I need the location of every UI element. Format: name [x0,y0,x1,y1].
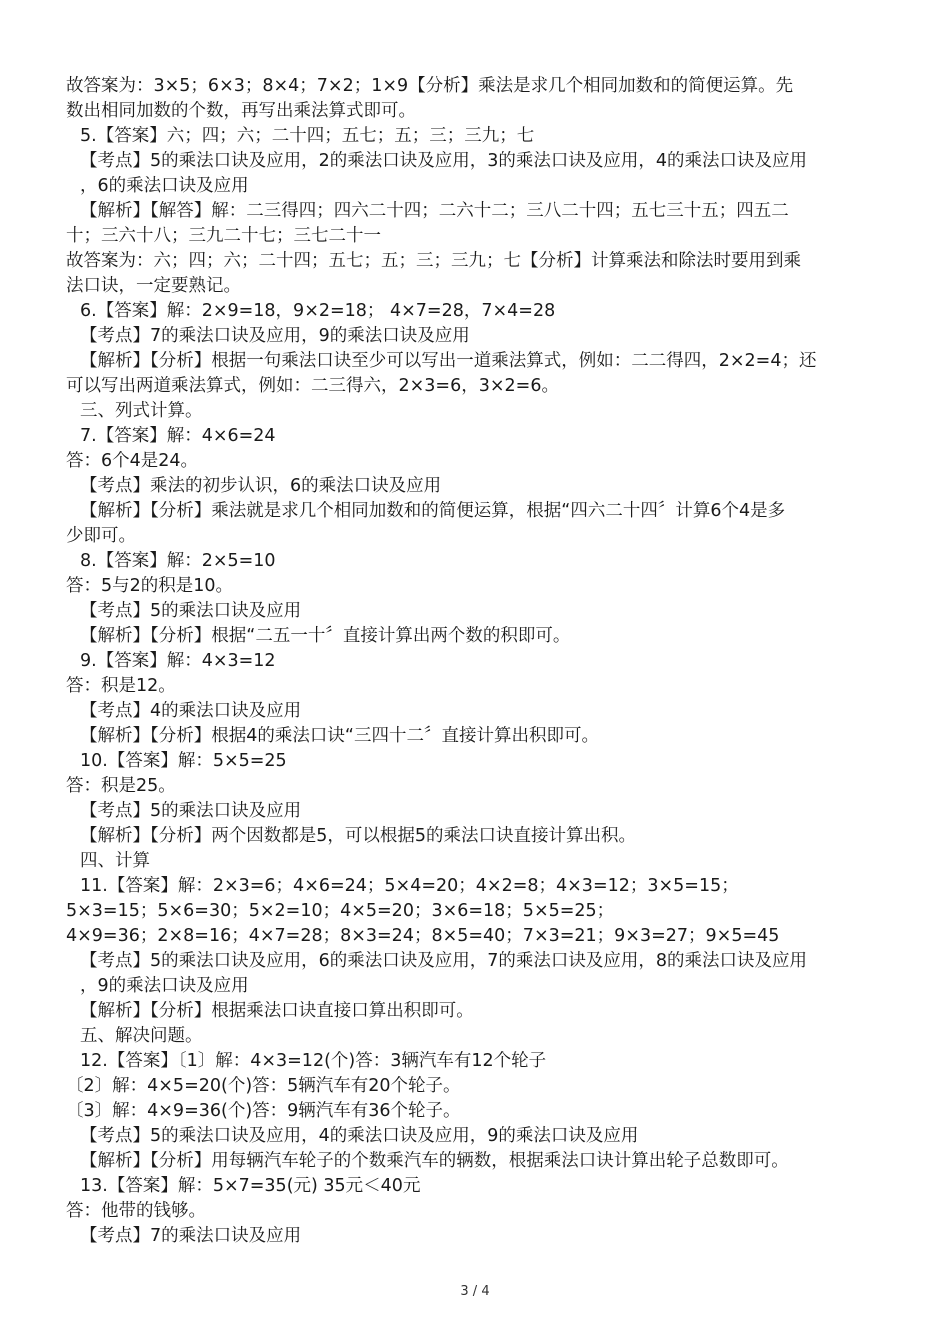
text-line: 【解析】【分析】根据“二五一十〞直接计算出两个数的积即可。 [80,626,571,646]
text-line: 5.【答案】六；四；六；二十四；五七；五；三；三九；七 [80,126,535,146]
text-line: 【考点】5的乘法口诀及应用 [80,801,302,821]
text-line: 〔3〕解：4×9=36(个)答：9辆汽车有36个轮子。 [66,1101,461,1121]
text-line: 【考点】5的乘法口诀及应用，2的乘法口诀及应用，3的乘法口诀及应用，4的乘法口诀及应用 [80,151,808,171]
text-line: 答：5与2的积是10。 [66,576,234,596]
text-line: 【考点】7的乘法口诀及应用 [80,1226,302,1246]
text-line: 四、计算 [80,851,150,871]
text-line: 【考点】7的乘法口诀及应用，9的乘法口诀及应用 [80,326,470,346]
text-line: ，9的乘法口诀及应用 [80,976,249,996]
text-line: 6.【答案】解：2×9=18，9×2=18； 4×7=28，7×4=28 [80,301,556,321]
text-line: 4×9=36；2×8=16；4×7=28；8×3=24；8×5=40；7×3=21；9×3=27；9×5=45 [66,926,780,946]
text-line: 【解析】【分析】两个因数都是5，可以根据5的乘法口诀直接计算出积。 [80,826,637,846]
text-line: 法口诀，一定要熟记。 [66,276,241,296]
text-line: 【考点】5的乘法口诀及应用，6的乘法口诀及应用，7的乘法口诀及应用，8的乘法口诀及应用 [80,951,808,971]
text-line: 数出相同加数的个数，再写出乘法算式即可。 [66,101,416,121]
text-line: 十；三六十八；三九二十七；三七二十一 [66,226,381,246]
text-line: 7.【答案】解：4×6=24 [80,426,276,446]
text-line: 少即可。 [66,526,136,546]
text-line: 11.【答案】解：2×3=6；4×6=24；5×4=20；4×2=8；4×3=12；3×5=15； [80,876,739,896]
text-line: 故答案为：六；四；六；二十四；五七；五；三；三九；七【分析】计算乘法和除法时要用到乘 [66,251,801,271]
text-line: 五、解决问题。 [80,1026,203,1046]
text-line: 【解析】【分析】用每辆汽车轮子的个数乘汽车的辆数，根据乘法口诀计算出轮子总数即可。 [80,1151,789,1171]
text-line: 答：积是25。 [66,776,176,796]
text-line: 8.【答案】解：2×5=10 [80,551,276,571]
text-line: 13.【答案】解：5×7=35(元) 35元＜40元 [80,1176,421,1196]
text-line: 故答案为：3×5；6×3；8×4；7×2；1×9【分析】乘法是求几个相同加数和的简便运算。先 [66,76,794,96]
text-line: 【解析】【解答】解：二三得四；四六二十四；二六十二；三八二十四；五七三十五；四五二 [80,201,789,221]
page-number: 3 / 4 [460,1284,490,1299]
text-line: 12.【答案】〔1〕解：4×3=12(个)答：3辆汽车有12个轮子 [80,1051,547,1071]
text-line: 三、列式计算。 [80,401,203,421]
text-line: 【考点】5的乘法口诀及应用，4的乘法口诀及应用，9的乘法口诀及应用 [80,1126,639,1146]
text-line: 答：6个4是24。 [66,451,199,471]
text-line: 【考点】5的乘法口诀及应用 [80,601,302,621]
text-line: 10.【答案】解：5×5=25 [80,751,287,771]
text-line: 可以写出两道乘法算式，例如：二三得六，2×3=6，3×2=6。 [66,376,559,396]
text-line: ，6的乘法口诀及应用 [80,176,249,196]
text-line: 【解析】【分析】根据乘法口诀直接口算出积即可。 [80,1001,474,1021]
text-line: 【考点】4的乘法口诀及应用 [80,701,302,721]
text-line: 答：积是12。 [66,676,176,696]
text-line: 〔2〕解：4×5=20(个)答：5辆汽车有20个轮子。 [66,1076,461,1096]
text-line: 【解析】【分析】根据4的乘法口诀“三四十二〞直接计算出积即可。 [80,726,599,746]
text-line: 【解析】【分析】根据一句乘法口诀至少可以写出一道乘法算式，例如：二二得四，2×2=4；还 [80,351,817,371]
text-line: 5×3=15；5×6=30；5×2=10；4×5=20；3×6=18；5×5=25； [66,901,615,921]
text-line: 【解析】【分析】乘法就是求几个相同加数和的简便运算，根据“四六二十四〞计算6个4是多 [80,501,786,521]
document-body [66,74,886,1249]
text-line: 【考点】乘法的初步认识，6的乘法口诀及应用 [80,476,442,496]
text-line: 答：他带的钱够。 [66,1201,206,1221]
text-line: 9.【答案】解：4×3=12 [80,651,276,671]
